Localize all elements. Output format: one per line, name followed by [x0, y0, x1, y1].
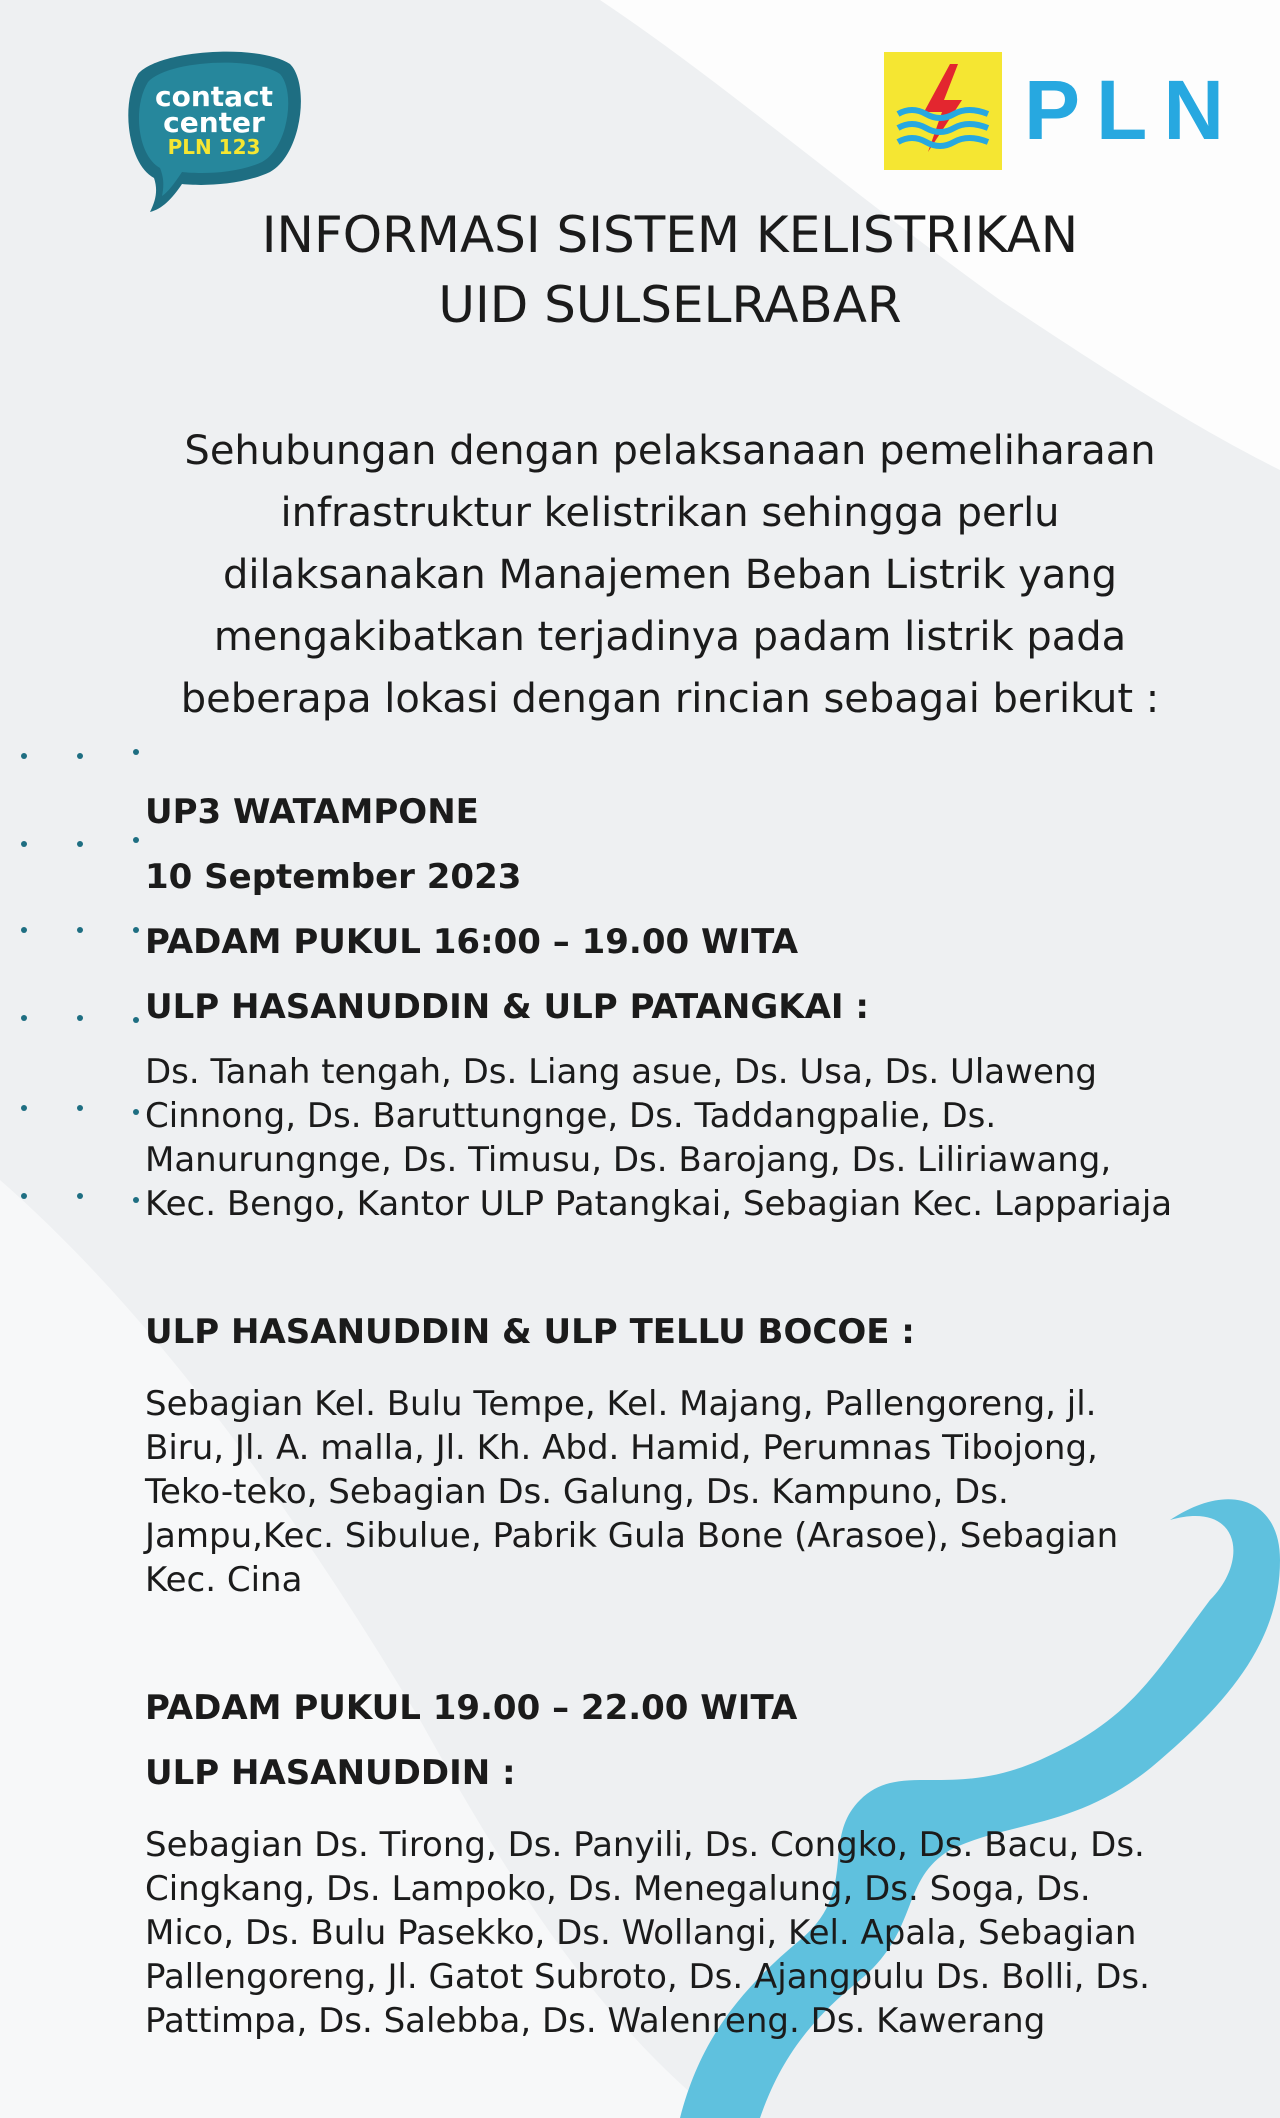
- cc-logo-line1: contact: [154, 80, 274, 113]
- unit-name: UP3 WATAMPONE: [145, 792, 479, 832]
- intro-line: infrastruktur kelistrikan sehingga perlu: [280, 490, 1060, 536]
- outage-date: 10 September 2023: [145, 857, 522, 897]
- contact-center-logo: [120, 44, 305, 214]
- intro-line: mengakibatkan terjadinya padam listrik pada: [213, 614, 1127, 660]
- cc-logo-line2: center: [163, 106, 265, 139]
- period2-heading: PADAM PUKUL 19.00 – 22.00 WITA: [145, 1688, 798, 1728]
- intro-line: Sehubungan dengan pelaksanaan pemeliharaan: [184, 428, 1156, 474]
- area-line: Kec. Cina: [145, 1560, 303, 1600]
- group-heading: ULP HASANUDDIN & ULP PATANGKAI :: [145, 987, 870, 1027]
- area-line: Pallengoreng, Jl. Gatot Subroto, Ds. Ajangpulu Ds. Bolli, Ds.: [145, 1957, 1150, 1997]
- area-line: Kec. Bengo, Kantor ULP Patangkai, Sebagian Kec. Lappariaja: [145, 1184, 1173, 1224]
- decorative-dots: [18, 740, 148, 1220]
- area-line: Cingkang, Ds. Lampoko, Ds. Menegalung, Ds. Soga, Ds.: [145, 1869, 1091, 1909]
- area-line: Biru, Jl. A. malla, Jl. Kh. Abd. Hamid, Perumnas Tibojong,: [145, 1428, 1098, 1468]
- area-line: Cinnong, Ds. Baruttungnge, Ds. Taddangpalie, Ds.: [145, 1096, 997, 1136]
- area-line: Manurungnge, Ds. Timusu, Ds. Barojang, Ds. Liliriawang,: [145, 1140, 1112, 1180]
- area-line: Jampu,Kec. Sibulue, Pabrik Gula Bone (Arasoe), Sebagian: [145, 1516, 1119, 1556]
- group-heading: ULP HASANUDDIN :: [145, 1753, 516, 1793]
- area-line: Mico, Ds. Bulu Pasekko, Ds. Wollangi, Kel. Apala, Sebagian: [145, 1913, 1137, 1953]
- pln-logo: [884, 52, 1240, 172]
- intro-line: dilaksanakan Manajemen Beban Listrik yang: [222, 552, 1118, 598]
- period1-heading: PADAM PUKUL 16:00 – 19.00 WITA: [145, 922, 799, 962]
- group-heading: ULP HASANUDDIN & ULP TELLU BOCOE :: [145, 1312, 915, 1352]
- area-line: Teko-teko, Sebagian Ds. Galung, Ds. Kampuno, Ds.: [145, 1472, 1009, 1512]
- intro-paragraph: [120, 420, 1220, 730]
- area-line: Ds. Tanah tengah, Ds. Liang asue, Ds. Usa, Ds. Ulaweng: [145, 1052, 1097, 1092]
- lightning-waves-icon: [884, 52, 1002, 170]
- cc-logo-line3: PLN 123: [167, 135, 261, 159]
- title-line-2: UID SULSELRABAR: [438, 276, 902, 334]
- area-line: Pattimpa, Ds. Salebba, Ds. Walenreng. Ds. Kawerang: [145, 2001, 1046, 2041]
- pln-logo-box: [884, 52, 1002, 170]
- pln-logo-text: PLN: [1024, 63, 1240, 157]
- area-line: Sebagian Ds. Tirong, Ds. Panyili, Ds. Congko, Ds. Bacu, Ds.: [145, 1825, 1145, 1865]
- page-title: [0, 200, 1280, 340]
- title-line-1: INFORMASI SISTEM KELISTRIKAN: [261, 206, 1079, 264]
- area-line: Sebagian Kel. Bulu Tempe, Kel. Majang, Pallengoreng, jl.: [145, 1384, 1097, 1424]
- outage-details: [145, 790, 1235, 2043]
- intro-line: beberapa lokasi dengan rincian sebagai berikut :: [180, 676, 1160, 722]
